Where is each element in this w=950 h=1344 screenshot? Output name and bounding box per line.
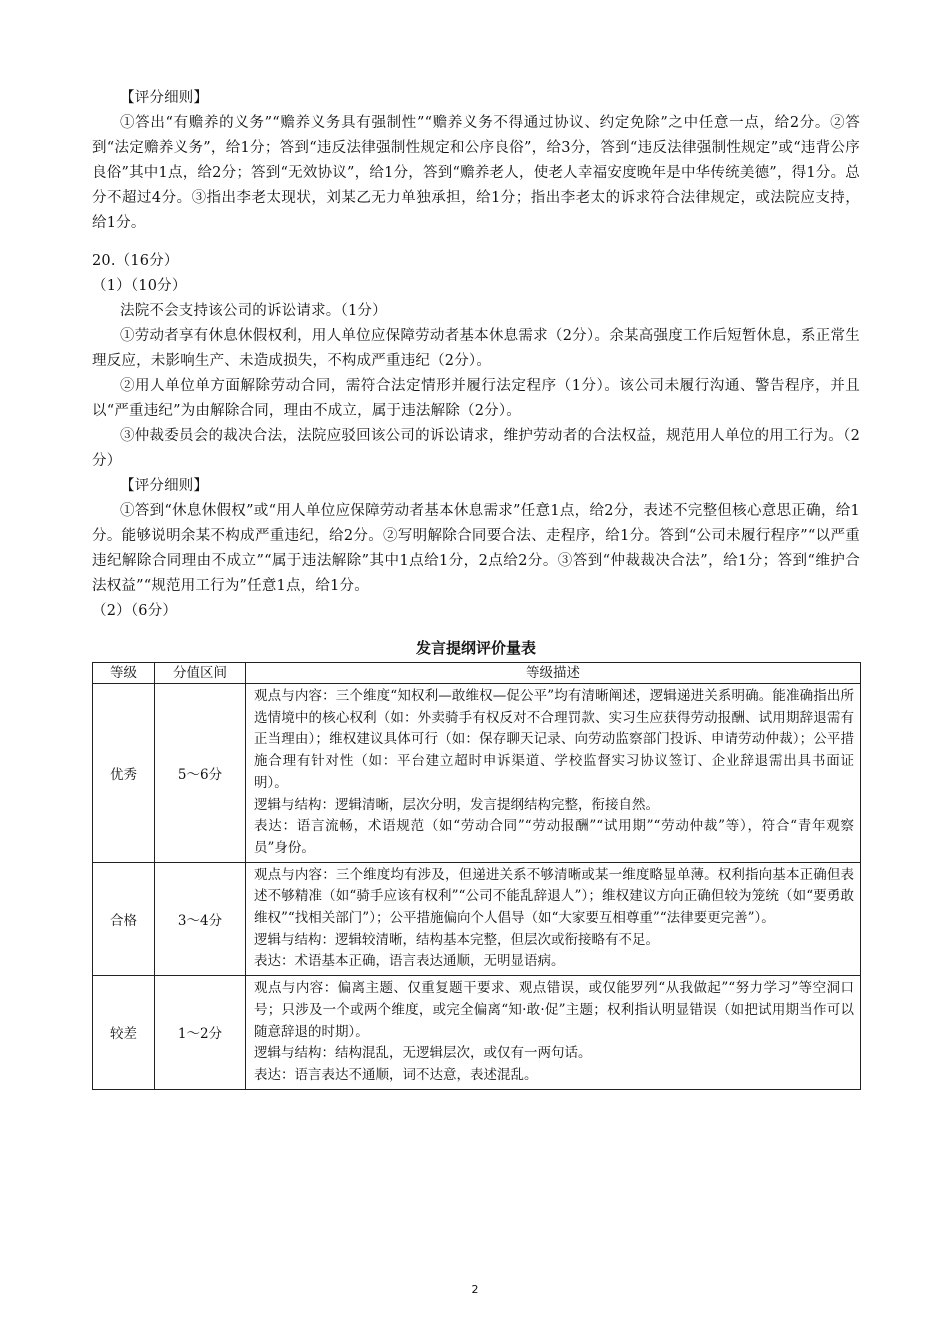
evaluation-table xyxy=(92,662,861,1090)
table-row xyxy=(93,976,861,1090)
question-number-20: 20.（16分） xyxy=(92,253,179,269)
description-structure: 逻辑与结构：逻辑清晰，层次分明，发言提纲结构完整，衔接自然。 xyxy=(254,796,659,813)
description-structure: 逻辑与结构：结构混乱，无逻辑层次，或仅有一两句话。 xyxy=(254,1045,592,1062)
answer-point-2: ②用人单位单方面解除劳动合同，需符合法定情形并履行法定程序（1分）。该公司未履行沟通、警告程序，并且以“严重违纪”为由解除合同，理由不成立，属于违法解除（2分）。 xyxy=(92,378,860,419)
table-row xyxy=(93,684,861,863)
grade-cell: 优秀 xyxy=(93,684,155,863)
description-cell xyxy=(246,684,861,863)
answer-point-1: ①劳动者享有休息休假权利，用人单位应保障劳动者基本休息需求（2分）。余某高强度工作后短暂休息，系正常生理反应，未影响生产、未造成损失，不构成严重违纪（2分）。 xyxy=(92,328,860,369)
rubric-header-19: 【评分细则】 xyxy=(120,90,209,106)
grade-cell: 合格 xyxy=(93,862,155,976)
part2-label: （2）（6分） xyxy=(92,603,178,619)
description-content: 观点与内容：偏离主题、仅重复题干要求、观点错误，或仅能罗列“从我做起”“努力学习”等空洞口号；只涉及一个或两个维度，或完全偏离“知·敢·促”主题；权利指认明显错误（如把试用期当作可以随意辞退的时期）。 xyxy=(254,980,854,1040)
description-content: 观点与内容：三个维度均有涉及，但递进关系不够清晰或某一维度略显单薄。权利指向基本正确但表述不够精准（如“骑手应该有权利”“公司不能乱辞退人”）；维权建议方向正确但较为笼统（如“要勇敢维权”“找相关部门”）；公平措施偏向个人倡导（如“大家要互相尊重”“法律要更完善”）。 xyxy=(254,866,854,927)
part1-label: （1）（10分） xyxy=(92,278,187,294)
description-content: 观点与内容：三个维度“知权利—敢维权—促公平”均有清晰阐述，逻辑递进关系明确。能准确指出所选情境中的核心权利（如：外卖骑手有权反对不合理罚款、实习生应获得劳动报酬、试用期辞退需有正当理由）；维权建议具体可行（如：保存聊天记录、向劳动监察部门投诉、申请劳动仲裁）；公平措施合理有针对性（如：平台建立超时申诉渠道、学校监督实习协议签订、企业辞退需出具书面证明）。 xyxy=(254,688,854,791)
answer-point-3: ③仲裁委员会的裁决合法，法院应驳回该公司的诉讼请求，维护劳动者的合法权益，规范用人单位的用工行为。（2分） xyxy=(92,428,860,469)
description-expression: 表达：语言表达不通顺，词不达意，表述混乱。 xyxy=(254,1066,538,1083)
grade-cell: 较差 xyxy=(93,976,155,1090)
header-grade: 等级 xyxy=(93,663,155,684)
range-cell: 5～6分 xyxy=(155,684,246,863)
rubric-header-20: 【评分细则】 xyxy=(120,478,209,494)
range-cell: 1～2分 xyxy=(155,976,246,1090)
description-cell xyxy=(246,976,861,1090)
description-expression: 表达：术语基本正确，语言表达通顺，无明显语病。 xyxy=(254,953,565,970)
header-description: 等级描述 xyxy=(246,663,861,684)
page-number: 2 xyxy=(471,1283,479,1296)
range-cell: 3～4分 xyxy=(155,862,246,976)
document-body xyxy=(92,86,860,1090)
table-row xyxy=(93,862,861,976)
description-structure: 逻辑与结构：逻辑较清晰，结构基本完整，但层次或衔接略有不足。 xyxy=(254,931,659,948)
conclusion: 法院不会支持该公司的诉讼请求。（1分） xyxy=(120,303,387,319)
table-header-row xyxy=(93,663,861,684)
rubric-text-20: ①答到“休息休假权”或“用人单位应保障劳动者基本休息需求”任意1点，给2分，表述不完整但核心意思正确，给1分。能够说明余某不构成严重违纪，给2分。②写明解除合同要合法、走程序，给1分。答到“公司未履行程序”“以严重违纪解除合同理由不成立”“属于违法解除”其中1点给1分，2点给2分。③答到“仲裁裁决合法”，给1分；答到“维护合法权益”“规范用工行为”任意1点，给1分。 xyxy=(92,503,860,594)
rubric-text-19: ①答出“有赡养的义务”“赡养义务具有强制性”“赡养义务不得通过协议、约定免除”之中任意一点，给2分。②答到“法定赡养义务”，给1分；答到“违反法律强制性规定和公序良俗”，给3分，答到“违反法律强制性规定”或“违背公序良俗”其中1点，给2分；答到“无效协议”，给1分，答到“赡养老人，使老人幸福安度晚年是中华传统美德”，得1分。总分不超过4分。③指出李老太现状，刘某乙无力单独承担，给1分；指出李老太的诉求符合法律规定，或法院应支持，给1分。 xyxy=(92,115,860,231)
description-cell xyxy=(246,862,861,976)
table-title: 发言提纲评价量表 xyxy=(415,639,536,657)
header-range: 分值区间 xyxy=(155,663,246,684)
description-expression: 表达：语言流畅，术语规范（如“劳动合同”“劳动报酬”“试用期”“劳动仲裁”等），符合“青年观察员”身份。 xyxy=(254,818,854,856)
